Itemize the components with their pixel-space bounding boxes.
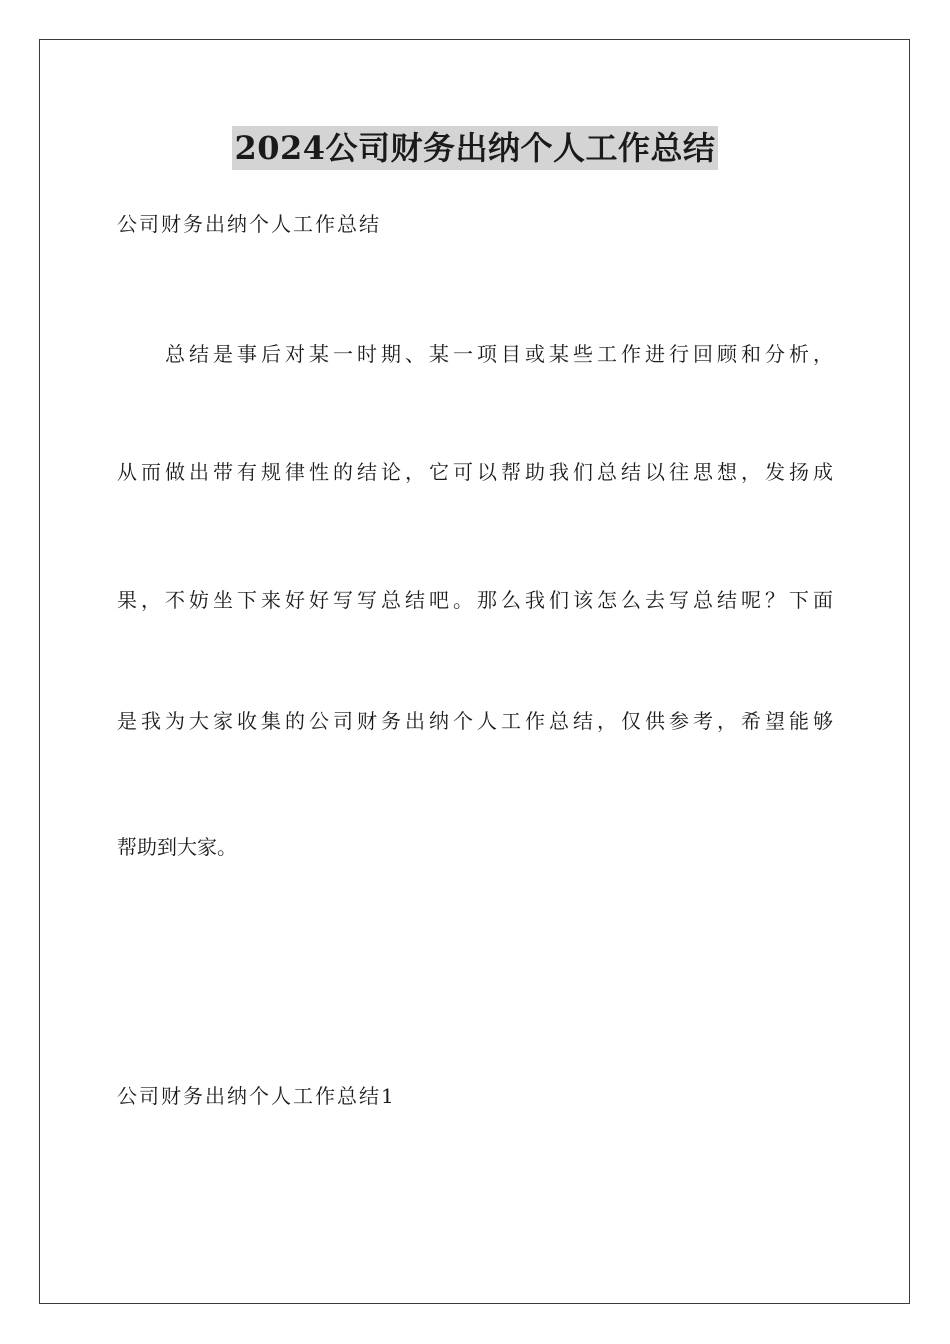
paragraph-line-2: 从而做出带有规律性的结论，它可以帮助我们总结以往思想，发扬成 bbox=[117, 460, 833, 484]
document-subtitle: 公司财务出纳个人工作总结 bbox=[117, 212, 381, 236]
paragraph-line-1: 总结是事后对某一时期、某一项目或某些工作进行回顾和分析， bbox=[165, 342, 833, 366]
paragraph-line-4: 是我为大家收集的公司财务出纳个人工作总结，仅供参考，希望能够 bbox=[117, 709, 833, 733]
section-heading: 公司财务出纳个人工作总结1 bbox=[117, 1084, 396, 1108]
document-title-container bbox=[0, 126, 950, 170]
paragraph-line-3: 果，不妨坐下来好好写写总结吧。那么我们该怎么去写总结呢？下面 bbox=[117, 588, 833, 612]
document-title: 2024公司财务出纳个人工作总结 bbox=[232, 126, 717, 170]
paragraph-line-5: 帮助到大家。 bbox=[117, 835, 237, 859]
